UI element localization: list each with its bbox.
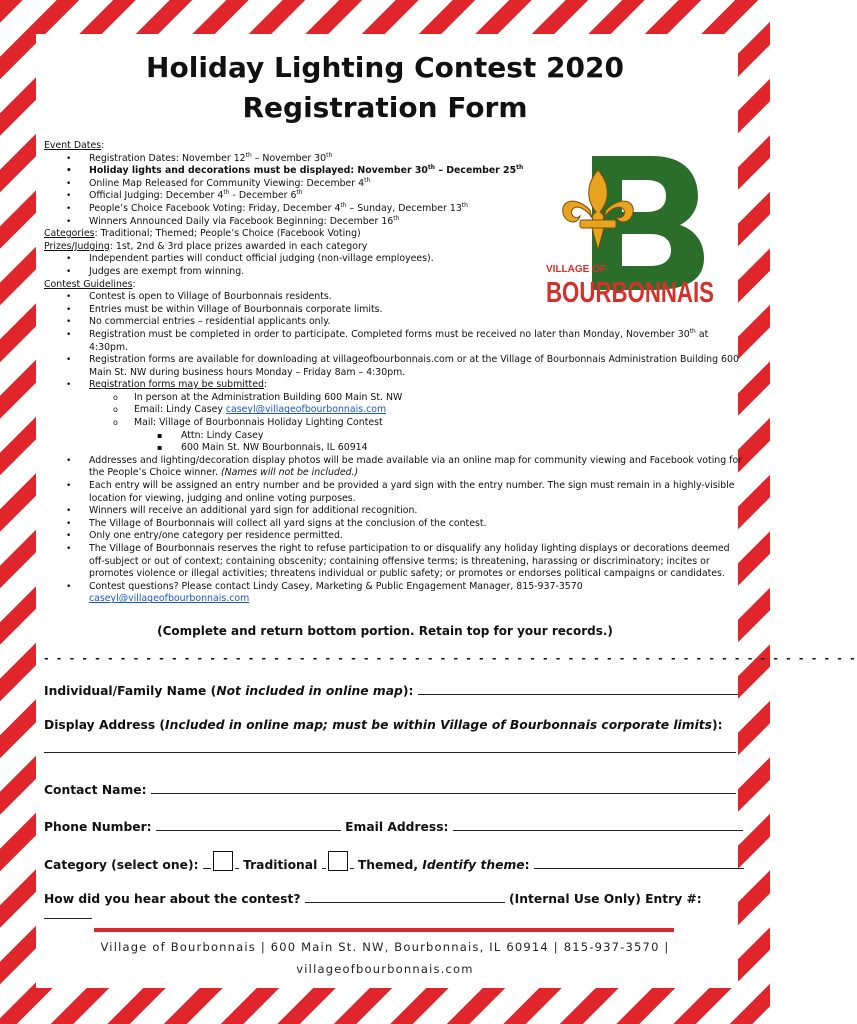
- list-item: • The Village of Bourbonnais will collect all yard signs at the conclusion of the contest.: [44, 518, 744, 531]
- address-field-row: Display Address (Included in online map; must be within Village of Bourbonnais corporate limits):: [44, 718, 723, 732]
- list-item: • Registration forms may be submitted: o In person at the Administration Building 600 Main St. NW o Email: Lindy Casey caseyl@villageofbourbonnais.com o Mail: Village of Bourbonnais Holiday Lighting Contest ▪ Attn: Lindy Casey ▪ 600 Main St. NW Bourbonnais, IL 60914: [44, 379, 744, 455]
- themed-checkbox[interactable]: [328, 851, 348, 871]
- phone-email-row: Phone Number: Email Address:: [44, 818, 744, 834]
- sub-sub-list-item: ▪ Attn: Lindy Casey: [44, 430, 744, 443]
- logo-village-of: VILLAGE OF: [546, 264, 606, 275]
- page-title: [0, 48, 770, 128]
- list-item: • Online Map Released for Community Viewing: December 4th: [44, 178, 744, 191]
- return-instruction: (Complete and return bottom portion. Retain top for your records.): [157, 624, 613, 638]
- prizes-line: Prizes/Judging: 1st, 2nd & 3rd place prizes awarded in each category: [44, 240, 368, 252]
- logo-bourbonnais: BOURBONNAIS: [546, 277, 714, 309]
- title-line-2: Registration Form: [242, 91, 528, 124]
- title-line-1: Holiday Lighting Contest 2020: [146, 51, 624, 84]
- footer-divider: [94, 928, 674, 932]
- list-item: • People’s Choice Facebook Voting: Friday, December 4th – Sunday, December 13th: [44, 203, 744, 216]
- contact-name-field[interactable]: [151, 781, 736, 794]
- categories-line: Categories: Traditional; Themed; People’s Choice (Facebook Voting): [44, 228, 361, 240]
- name-field-row: Individual/Family Name (Not included in online map):: [44, 682, 744, 698]
- list-item: • Addresses and lighting/decoration display photos will be made available via an online map for community viewing and Facebook voting for the People’s Choice winner. (Names will not be included.): [44, 455, 744, 480]
- entry-number-field[interactable]: [44, 906, 92, 919]
- theme-field[interactable]: [534, 856, 744, 869]
- event-dates-list: [44, 153, 744, 229]
- list-item: • Judges are exempt from winning.: [44, 266, 744, 279]
- list-item: • Registration forms are available for downloading at villageofbourbonnais.com or at the Village of Bourbonnais Administration Building 600 Main St. NW during business hours Monday – Friday 8am – 4:30pm.: [44, 354, 744, 379]
- contact-field-row: Contact Name:: [44, 781, 744, 797]
- event-dates-heading: Event Dates: [44, 140, 102, 151]
- phone-field[interactable]: [156, 818, 341, 831]
- sub-list-item: o Mail: Village of Bourbonnais Holiday Lighting Contest ▪ Attn: Lindy Casey ▪ 600 Main St. NW Bourbonnais, IL 60914: [44, 417, 744, 455]
- name-field[interactable]: [418, 682, 738, 695]
- list-item: • Contest questions? Please contact Lindy Casey, Marketing & Public Engagement Manager, 815-937-3570 caseyl@villageofbourbonnais.com: [44, 581, 744, 606]
- address-field[interactable]: [44, 740, 736, 753]
- list-item: • Entries must be within Village of Bourbonnais corporate limits.: [44, 304, 744, 317]
- list-item: • Independent parties will conduct official judging (non-village employees).: [44, 253, 744, 266]
- cut-line: - - - - - - - - - - - - - - - - - - - - - - - - - - - - - - - - - - - - - - - - - - - - - - - - - - - - - - - - - - - - - - - -: [44, 652, 857, 665]
- email-link[interactable]: caseyl@villageofbourbonnais.com: [225, 404, 387, 416]
- list-item: • Holiday lights and decorations must be displayed: November 30th – December 25th: [44, 165, 744, 178]
- list-item: • Registration Dates: November 12th – November 30th: [44, 153, 744, 166]
- guidelines-list: [44, 291, 744, 606]
- email-field[interactable]: [453, 818, 743, 831]
- hear-row: How did you hear about the contest? (Internal Use Only) Entry #:: [44, 890, 744, 922]
- prizes-list: [44, 253, 744, 278]
- questions-email-link[interactable]: caseyl@villageofbourbonnais.com: [89, 593, 250, 605]
- list-item: • Official Judging: December 4th - December 6th: [44, 190, 744, 203]
- list-item: • No commercial entries – residential applicants only.: [44, 316, 744, 329]
- list-item: • Only one entry/one category per residence permitted.: [44, 530, 744, 543]
- list-item: • Winners Announced Daily via Facebook Beginning: December 16th: [44, 216, 744, 229]
- list-item: • Contest is open to Village of Bourbonnais residents.: [44, 291, 744, 304]
- category-row: Category (select one): Traditional Themed, Identify theme:: [44, 851, 744, 872]
- contest-info: Event Dates: • Registration Dates: November 12th – November 30th • Holiday lights and decorations must be displayed: November 30th – December 25th • Online Map Released for Community Viewing: December 4th • Official Judging: December 4th - December 6th • People’s Choice Facebook Voting: Friday, December 4th – Sunday, December 13th • Winners Announced Daily via Facebook Beginning: December 16th Categories: Traditional; Themed; People’s Choice (Facebook Voting) Prizes/Judging: 1st, 2nd & 3rd place prizes awarded in each category • Independent parties will conduct official judging (non-village employees). • Judges are exempt from winning. Contest Guidelines: • Contest is open to Village of Bourbonnais residents. • Entries must be within Village of Bourbonnais corporate limits. • No commercial entries – residential applicants only. • Registration must be completed in order to participate. Completed forms must be received no later than Monday, November 30th at 4:30pm. • Registration forms are available for downloading at villageofbourbonnais.com or at the Village of Bourbonnais Administration Building 600 Main St. NW during business hours Monday – Friday 8am – 4:30pm. • Registration forms may be submitted: o In person at the Administration Building 600 Main St. NW o Email: Lindy Casey caseyl@villageofbourbonnais.com o Mail: Village of Bourbonnais Holiday Lighting Contest ▪ Attn: Lindy Casey ▪ 600 Main St. NW Bourbonnais, IL 60914 • Addresses and lighting/decoration display photos will be made available via an online map for community viewing and Facebook voting for the People’s Choice winner. (Names will not be included.) • Each entry will be assigned an entry number and be provided a yard sign with the entry number. The sign must remain in a highly-visible location for viewing, judging and online voting purposes. • Winners will receive an additional yard sign for additional recognition. • The Village of Bourbonnais will collect all yard signs at the conclusion of the contest. • Only one entry/one category per residence permitted. • The Village of Bourbonnais reserves the right to refuse participation to or disqualify any holiday lighting displays or decorations deemed off-subject or out of context; containing obscenity; containing offensive terms; is threatening, harassing or discriminatory; incites or promotes violence or illegal activities; threatens individual or public safety; or promotes or endorses political campaigns or candidates. • Contest questions? Please contact Lindy Casey, Marketing & Public Engagement Manager, 815-937-3570 caseyl@villageofbourbonnais.com: [44, 140, 744, 606]
- footer-website: villageofbourbonnais.com: [296, 962, 474, 976]
- hear-field[interactable]: [305, 890, 505, 903]
- sub-list-item: o In person at the Administration Building 600 Main St. NW: [44, 392, 744, 405]
- footer-address: Village of Bourbonnais | 600 Main St. NW, Bourbonnais, IL 60914 | 815-937-3570 |: [100, 940, 670, 954]
- traditional-checkbox[interactable]: [213, 851, 233, 871]
- guidelines-heading: Contest Guidelines: [44, 278, 133, 290]
- list-item: • Winners will receive an additional yard sign for additional recognition.: [44, 505, 744, 518]
- list-item: • Registration must be completed in order to participate. Completed forms must be received no later than Monday, November 30th at 4:30pm.: [44, 329, 744, 354]
- address-field-row-2: [44, 740, 744, 756]
- list-item: • The Village of Bourbonnais reserves the right to refuse participation to or disqualify any holiday lighting displays or decorations deemed off-subject or out of context; containing obscenity; containing offensive terms; is threatening, harassing or discriminatory; incites or promotes violence or illegal activities; threatens individual or public safety; or promotes or endorses political campaigns or candidates.: [44, 543, 744, 581]
- list-item: • Each entry will be assigned an entry number and be provided a yard sign with the entry number. The sign must remain in a highly-visible location for viewing, judging and online voting purposes.: [44, 480, 744, 505]
- sub-sub-list-item: ▪ 600 Main St. NW Bourbonnais, IL 60914: [44, 442, 744, 455]
- sub-list-item: o Email: Lindy Casey caseyl@villageofbourbonnais.com: [44, 404, 744, 417]
